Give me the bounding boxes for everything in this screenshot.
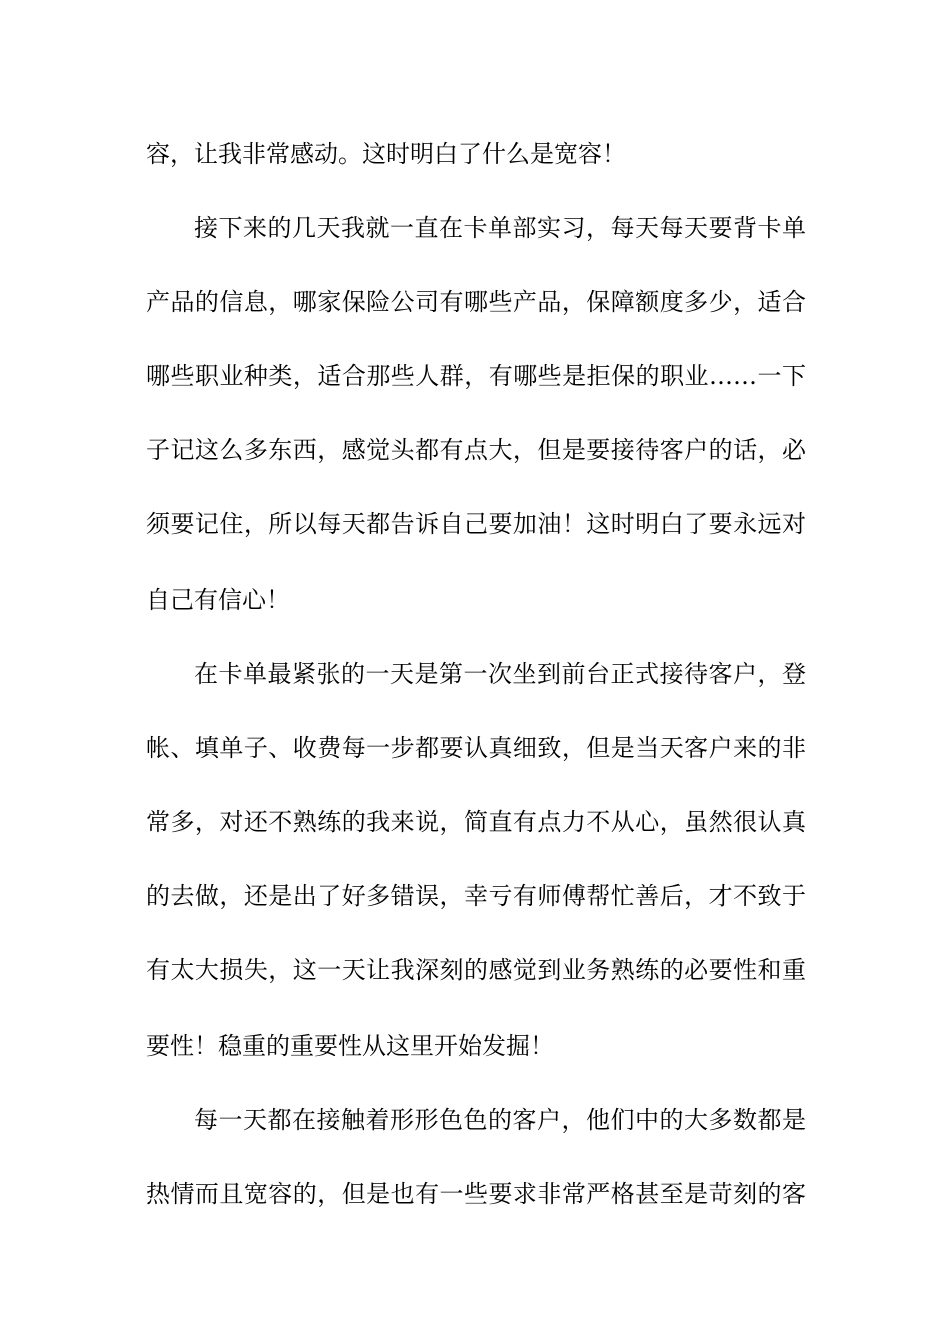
paragraph-first-line: 在卡单最紧张的一天是第一次坐到前台正式接待客户，登: [194, 660, 806, 688]
paragraph-first-line: 每一天都在接触着形形色色的客户，他们中的大多数都是: [194, 1106, 806, 1134]
text-line: 须要记住，所以每天都告诉自己要加油！这时明白了要永远对: [146, 510, 806, 538]
text-line: 容，让我非常感动。这时明白了什么是宽容！: [146, 140, 626, 168]
text-line: 有太大损失，这一天让我深刻的感觉到业务熟练的必要性和重: [146, 956, 806, 984]
text-line: 要性！稳重的重要性从这里开始发掘！: [146, 1032, 554, 1060]
text-line: 产品的信息，哪家保险公司有哪些产品，保障额度多少，适合: [146, 288, 806, 316]
text-line: 热情而且宽容的，但是也有一些要求非常严格甚至是苛刻的客: [146, 1180, 806, 1208]
text-line: 自己有信心！: [146, 586, 290, 614]
text-line: 帐、填单子、收费每一步都要认真细致，但是当天客户来的非: [146, 734, 806, 762]
text-line: 子记这么多东西，感觉头都有点大，但是要接待客户的话，必: [146, 436, 806, 464]
paragraph-first-line: 接下来的几天我就一直在卡单部实习，每天每天要背卡单: [194, 214, 806, 242]
text-line: 哪些职业种类，适合那些人群，有哪些是拒保的职业……一下: [146, 362, 806, 390]
text-line: 的去做，还是出了好多错误，幸亏有师傅帮忙善后，才不致于: [146, 882, 806, 910]
text-line: 常多，对还不熟练的我来说，简直有点力不从心，虽然很认真: [146, 808, 806, 836]
